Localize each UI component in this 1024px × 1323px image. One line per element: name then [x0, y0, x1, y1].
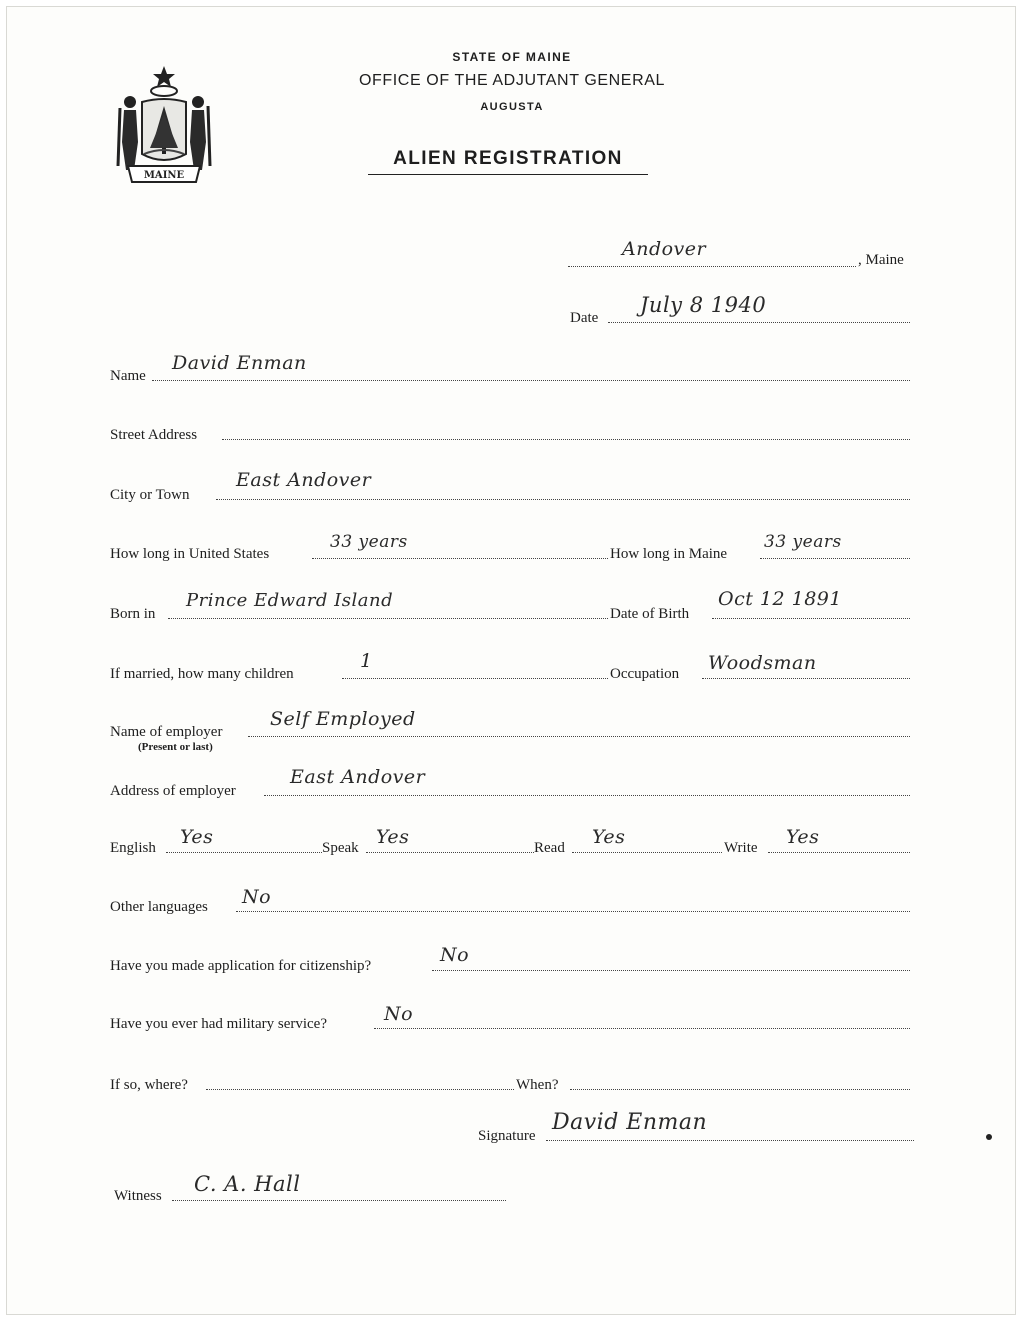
- write-line: [768, 852, 910, 853]
- when-line: [570, 1089, 910, 1090]
- occupation-label: Occupation: [610, 666, 680, 682]
- employer-address-value[interactable]: East Andover: [290, 766, 426, 788]
- occupation-value[interactable]: Woodsman: [708, 652, 817, 674]
- town-line: [568, 266, 856, 267]
- citizenship-value[interactable]: No: [440, 944, 470, 966]
- how-long-maine-label: How long in Maine: [610, 546, 728, 562]
- signature-label: Signature: [478, 1128, 536, 1144]
- date-value[interactable]: July 8 1940: [640, 293, 767, 317]
- date-of-birth-line: [712, 618, 910, 619]
- how-long-maine-line: [760, 558, 910, 559]
- speak-value[interactable]: Yes: [376, 826, 410, 848]
- english-line: [166, 852, 322, 853]
- date-of-birth-value[interactable]: Oct 12 1891: [718, 588, 842, 610]
- how-long-us-label: How long in United States: [110, 546, 270, 562]
- children-label: If married, how many children: [110, 666, 294, 682]
- employer-address-label: Address of employer: [110, 783, 236, 799]
- where-line: [206, 1089, 514, 1090]
- occupation-line: [702, 678, 910, 679]
- military-line: [374, 1028, 910, 1029]
- name-value[interactable]: David Enman: [172, 352, 307, 374]
- english-value[interactable]: Yes: [180, 826, 214, 848]
- where-label: If so, where?: [110, 1077, 188, 1093]
- employer-name-line: [248, 736, 910, 737]
- city-value[interactable]: East Andover: [236, 469, 372, 491]
- military-label: Have you ever had military service?: [110, 1016, 327, 1032]
- town-value[interactable]: Andover: [622, 238, 707, 260]
- maine-suffix: , Maine: [858, 252, 904, 268]
- signature-line: [546, 1140, 914, 1141]
- born-in-value[interactable]: Prince Edward Island: [186, 590, 394, 611]
- born-in-line: [168, 618, 608, 619]
- military-value[interactable]: No: [384, 1003, 414, 1025]
- citizenship-label: Have you made application for citizenship?: [110, 958, 372, 974]
- employer-name-value[interactable]: Self Employed: [270, 708, 416, 730]
- how-long-maine-value[interactable]: 33 years: [764, 532, 842, 552]
- street-address-line: [222, 439, 910, 440]
- street-address-label: Street Address: [110, 427, 198, 443]
- form-page: [6, 6, 1016, 1315]
- witness-label: Witness: [114, 1188, 162, 1204]
- city-label: City or Town: [110, 487, 190, 503]
- write-value[interactable]: Yes: [786, 826, 820, 848]
- other-languages-value[interactable]: No: [242, 886, 272, 908]
- employer-address-line: [264, 795, 910, 796]
- employer-name-note: (Present or last): [138, 741, 213, 753]
- citizenship-line: [432, 970, 910, 971]
- name-label: Name: [110, 368, 146, 384]
- stray-mark: [986, 1134, 992, 1140]
- born-in-label: Born in: [110, 606, 156, 622]
- read-value[interactable]: Yes: [592, 826, 626, 848]
- when-label: When?: [516, 1077, 559, 1093]
- witness-value[interactable]: C. A. Hall: [194, 1172, 301, 1196]
- form-title: ALIEN REGISTRATION: [368, 148, 648, 175]
- other-languages-line: [236, 911, 910, 912]
- children-value[interactable]: 1: [360, 650, 373, 672]
- svg-text:MAINE: MAINE: [143, 170, 185, 181]
- header-state: STATE OF MAINE: [452, 50, 572, 64]
- witness-line: [172, 1200, 506, 1201]
- other-languages-label: Other languages: [110, 899, 208, 915]
- date-label: Date: [570, 310, 599, 326]
- employer-name-label: Name of employer: [110, 724, 223, 740]
- how-long-us-line: [312, 558, 608, 559]
- write-label: Write: [724, 840, 758, 856]
- read-label: Read: [534, 840, 565, 856]
- header-city: AUGUSTA: [480, 101, 544, 113]
- signature-value[interactable]: David Enman: [552, 1110, 708, 1135]
- date-of-birth-label: Date of Birth: [610, 606, 690, 622]
- read-line: [572, 852, 722, 853]
- how-long-us-value[interactable]: 33 years: [330, 532, 408, 552]
- date-line: [608, 322, 910, 323]
- children-line: [342, 678, 608, 679]
- speak-label: Speak: [322, 840, 359, 856]
- city-line: [216, 499, 910, 500]
- speak-line: [366, 852, 534, 853]
- english-label: English: [110, 840, 156, 856]
- header-office: OFFICE OF THE ADJUTANT GENERAL: [358, 72, 666, 89]
- name-line: [152, 380, 910, 381]
